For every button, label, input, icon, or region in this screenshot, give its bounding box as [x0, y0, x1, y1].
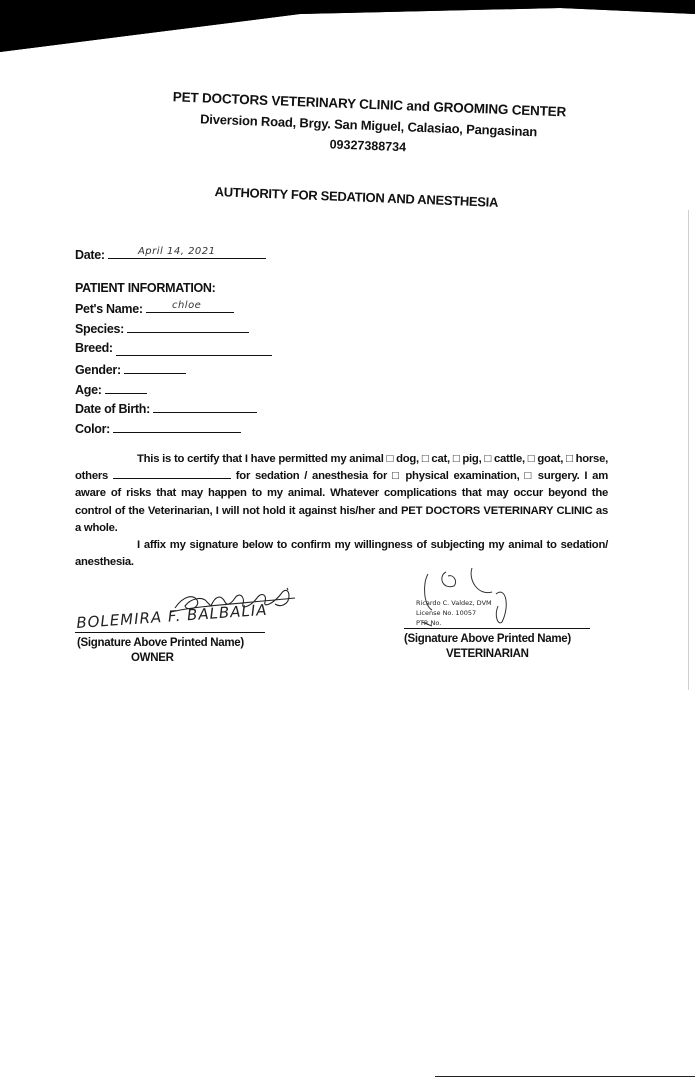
date-value: April 14, 2021 [137, 246, 216, 257]
affix-paragraph: I affix my signature below to confirm my willingness of subjecting my animal to sedation/ anesthesia. [75, 539, 608, 569]
consent-text [75, 451, 608, 571]
clinic-address: Diversion Road, Brgy. San Miguel, Calasiao, Pangasinan [199, 111, 538, 140]
date-field[interactable] [108, 245, 266, 259]
vet-stamp [416, 598, 492, 628]
dob-label: Date of Birth: [75, 402, 150, 417]
pet-name-label: Pet's Name: [75, 302, 143, 316]
owner-signature-block [75, 582, 315, 664]
vet-caption: (Signature Above Printed Name) [404, 633, 571, 645]
patient-form [75, 245, 325, 439]
breed-row [75, 338, 325, 360]
age-field[interactable] [105, 380, 147, 394]
pet-name-value: chloe [171, 300, 202, 311]
breed-field[interactable] [116, 342, 272, 356]
species-field[interactable] [127, 319, 249, 333]
scan-shadow-top [0, 0, 695, 70]
owner-caption: (Signature Above Printed Name) [77, 637, 244, 649]
vet-role: VETERINARIAN [446, 648, 529, 660]
color-row [75, 419, 325, 439]
date-row [75, 245, 325, 271]
clinic-name: PET DOCTORS VETERINARY CLINIC and GROOMING CENTER [172, 89, 567, 120]
color-field[interactable] [113, 419, 241, 433]
gender-row [75, 360, 325, 380]
vet-signature-block [402, 566, 602, 660]
vet-stamp-license: License No. 10057 [416, 609, 477, 617]
breed-label: Breed: [75, 341, 113, 356]
age-label: Age: [75, 382, 102, 397]
vet-stamp-ptr: PTR No. [416, 619, 442, 627]
document-title: AUTHORITY FOR SEDATION AND ANESTHESIA [214, 184, 499, 210]
vet-signature-line [404, 628, 590, 629]
dob-row [75, 399, 325, 419]
consent-paragraph [75, 451, 608, 537]
owner-role: OWNER [131, 652, 174, 664]
species-label: Species: [75, 321, 125, 336]
consent-part-b: for sedation / anesthesia for □ physical examination, □ surgery. I am aware of risks that may happen to my animal. Whatever complications that may occur beyond the control of the Veterinarian, I will not hold it against his/her and PET DOCTORS VETERINARY CLINIC as a whole. [75, 470, 608, 534]
age-row [75, 380, 325, 400]
vet-stamp-name: Ricardo C. Valdez, DVM [416, 599, 492, 607]
owner-printed-name: BOLEMIRA F. BALBALIA [75, 600, 269, 632]
gender-label: Gender: [75, 363, 121, 378]
consent-part-a: This is to certify that I have permitted my animal □ dog, □ cat, □ pig, □ cattle, □ goat, □ horse, others [75, 453, 608, 483]
pet-name-field[interactable] [146, 299, 234, 313]
species-row [75, 319, 325, 339]
clinic-header [163, 86, 575, 165]
clinic-phone: 09327388734 [329, 137, 407, 155]
date-label: Date: [75, 248, 105, 262]
pet-name-row [75, 299, 325, 319]
scan-bottom-edge [435, 1076, 695, 1077]
color-label: Color: [75, 421, 110, 436]
patient-info-heading: PATIENT INFORMATION: [75, 281, 216, 295]
owner-signature-line [75, 632, 265, 633]
others-field[interactable] [113, 469, 231, 479]
dob-field[interactable] [153, 399, 257, 413]
gender-field[interactable] [124, 360, 186, 374]
scan-edge [688, 210, 695, 690]
